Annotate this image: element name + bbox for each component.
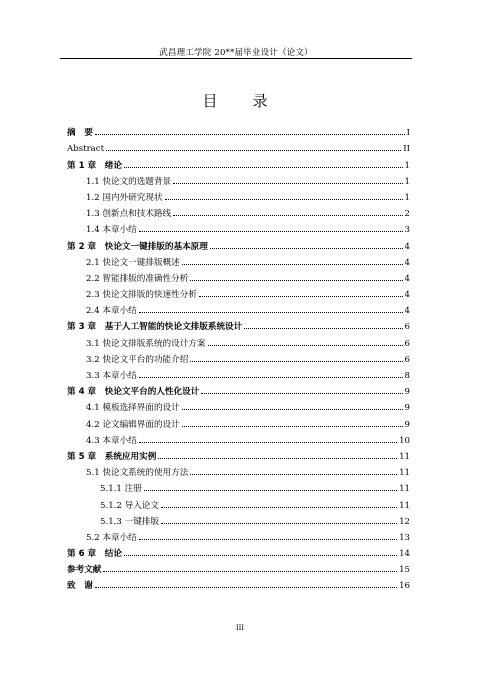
toc-entry[interactable] (67, 381, 410, 397)
toc-entry-page-number: 11 (399, 451, 410, 462)
toc-entry-label: 4.3 本章小结 (86, 435, 137, 446)
toc-entry-label: 1.2 国内外研究现状 (86, 192, 163, 203)
header-rule (60, 58, 412, 59)
dot-leader (139, 539, 397, 540)
toc-entry[interactable] (67, 413, 410, 429)
toc-entry-page-number: 9 (404, 387, 410, 398)
toc-entry[interactable] (67, 446, 410, 462)
toc-entry-page-number: 11 (399, 484, 410, 495)
toc-entry-label: 5.1 快论文系统的使用方法 (86, 468, 189, 479)
toc-entry-label: 2.3 快论文排版的快速性分析 (86, 290, 197, 301)
toc-entry-page-number: 4 (404, 273, 410, 284)
toc-entry-label: 3.3 本章小结 (86, 371, 137, 381)
toc-entry-page-number: 2 (404, 209, 410, 220)
toc-entry-label: 4.1 模板选择界面的设计 (86, 403, 180, 414)
dot-leader (95, 134, 405, 135)
toc-entry[interactable] (67, 252, 410, 268)
dot-leader (95, 587, 397, 588)
toc-entry-page-number: 16 (399, 581, 410, 592)
toc-entry[interactable] (67, 187, 410, 203)
dot-leader (210, 248, 403, 249)
toc-entry[interactable] (67, 349, 410, 365)
toc-entry[interactable] (67, 300, 410, 316)
toc-entry-page-number: 10 (399, 435, 410, 446)
toc-entry[interactable] (67, 543, 410, 559)
toc-entry-label: 第 6 章 结论 (67, 549, 122, 560)
dot-leader (199, 296, 403, 297)
dot-leader (165, 199, 403, 200)
toc-entry-page-number: II (403, 144, 410, 155)
dot-leader (139, 231, 403, 232)
dot-leader (173, 215, 402, 216)
toc-entry-page-number: 11 (399, 468, 410, 479)
toc-entry-label: 2.4 本章小结 (86, 306, 137, 317)
toc-entry-page-number: 4 (404, 306, 410, 317)
dot-leader (182, 264, 403, 265)
toc-entry-label: 5.1.2 导入论文 (100, 500, 159, 511)
dot-leader (139, 312, 403, 313)
toc-entry-label: 第 3 章 基于人工智能的快论文排版系统设计 (67, 322, 243, 333)
toc-entry[interactable] (67, 138, 410, 154)
dot-leader (201, 393, 402, 394)
page-number: III (235, 624, 245, 632)
toc-entry-page-number: 1 (404, 176, 410, 187)
toc-entry-page-number: I (406, 128, 410, 139)
toc-entry-page-number: 4 (404, 257, 410, 268)
toc-entry[interactable] (67, 494, 410, 510)
toc-entry-page-number: 3 (404, 225, 410, 236)
toc-entry[interactable] (67, 203, 410, 219)
toc-entry-label: 1.4 本章小结 (86, 225, 137, 236)
toc-entry-label: 5.2 本章小结 (86, 532, 137, 543)
toc-entry-label: 5.1.3 一键排版 (100, 516, 159, 527)
dot-leader (139, 442, 397, 443)
toc-entry[interactable] (67, 527, 410, 543)
toc-entry-label: 摘 要 (67, 128, 93, 139)
toc-entry-label: 致 谢 (67, 581, 93, 592)
toc-entry[interactable] (67, 462, 410, 478)
dot-leader (182, 409, 403, 410)
toc-entry-label: 2.2 智能排版的准确性分析 (86, 273, 189, 284)
toc-entry-page-number: 15 (399, 565, 410, 576)
toc-entry-label: 第 4 章 快论文平台的人性化设计 (67, 387, 200, 398)
toc-entry[interactable] (67, 316, 410, 332)
toc-entry[interactable] (67, 430, 410, 446)
dot-leader (139, 377, 403, 378)
toc-entry-label: 1.1 快论文的选题背景 (86, 176, 172, 187)
toc-entry-label: 3.1 快论文排版系统的设计方案 (86, 338, 206, 349)
toc-entry[interactable] (67, 122, 410, 138)
toc-entry[interactable] (67, 511, 410, 527)
toc-entry-label: 参考文献 (67, 565, 102, 576)
toc-entry-page-number: 4 (404, 290, 410, 301)
dot-leader (124, 167, 403, 168)
dot-leader (190, 361, 402, 362)
toc-entry-page-number: 1 (404, 160, 410, 171)
dot-leader (173, 183, 402, 184)
toc-entry-page-number: 9 (404, 403, 410, 414)
toc-entry-page-number: 9 (404, 419, 410, 430)
toc-entry[interactable] (67, 332, 410, 348)
toc-entry-label: Abstract (67, 144, 105, 155)
toc-entry[interactable] (67, 284, 410, 300)
toc-entry[interactable] (67, 154, 410, 170)
toc-entry[interactable] (67, 397, 410, 413)
toc-entry[interactable] (67, 559, 410, 575)
toc-entry-label: 第 2 章 快论文一键排版的基本原理 (67, 241, 208, 252)
dot-leader (208, 345, 403, 346)
dot-leader (103, 571, 397, 572)
toc-entry[interactable] (67, 219, 410, 235)
toc-entry-page-number: 14 (399, 549, 410, 560)
toc-entry-label: 2.1 快论文一键排版概述 (86, 257, 180, 268)
toc-entry[interactable] (67, 235, 410, 251)
dot-leader (182, 426, 403, 427)
dot-leader (158, 458, 397, 459)
toc-entry[interactable] (67, 365, 410, 381)
toc-entry-page-number: 12 (399, 516, 410, 527)
toc-entry-page-number: 6 (404, 354, 410, 365)
dot-leader (190, 280, 402, 281)
dot-leader (106, 150, 401, 151)
dot-leader (124, 555, 397, 556)
toc-entry-page-number: 8 (404, 371, 410, 381)
toc-entry[interactable] (67, 268, 410, 284)
table-of-contents (67, 122, 410, 591)
toc-entry-label: 5.1.1 注册 (100, 484, 142, 495)
dot-leader (144, 490, 397, 491)
toc-entry[interactable] (67, 575, 410, 591)
dot-leader (161, 523, 397, 524)
toc-entry-page-number: 13 (399, 532, 410, 543)
toc-entry-page-number: 6 (404, 322, 410, 333)
toc-entry[interactable] (67, 171, 410, 187)
toc-entry-page-number: 1 (404, 192, 410, 203)
toc-entry-label: 第 5 章 系统应用实例 (67, 451, 157, 462)
page-title: 目 录 (202, 92, 278, 110)
toc-entry-page-number: 6 (404, 338, 410, 349)
toc-entry-page-number: 11 (399, 500, 410, 511)
toc-entry-label: 4.2 论文编辑界面的设计 (86, 419, 180, 430)
dot-leader (161, 507, 397, 508)
dot-leader (244, 328, 402, 329)
toc-entry-page-number: 4 (404, 241, 410, 252)
toc-entry-label: 1.3 创新点和技术路线 (86, 209, 172, 220)
toc-entry-label: 3.2 快论文平台的功能介绍 (86, 354, 189, 365)
running-header: 武昌理工学院 20**届毕业设计（论文） (159, 48, 313, 58)
toc-entry-label: 第 1 章 绪论 (67, 160, 122, 171)
toc-entry[interactable] (67, 478, 410, 494)
dot-leader (190, 474, 397, 475)
